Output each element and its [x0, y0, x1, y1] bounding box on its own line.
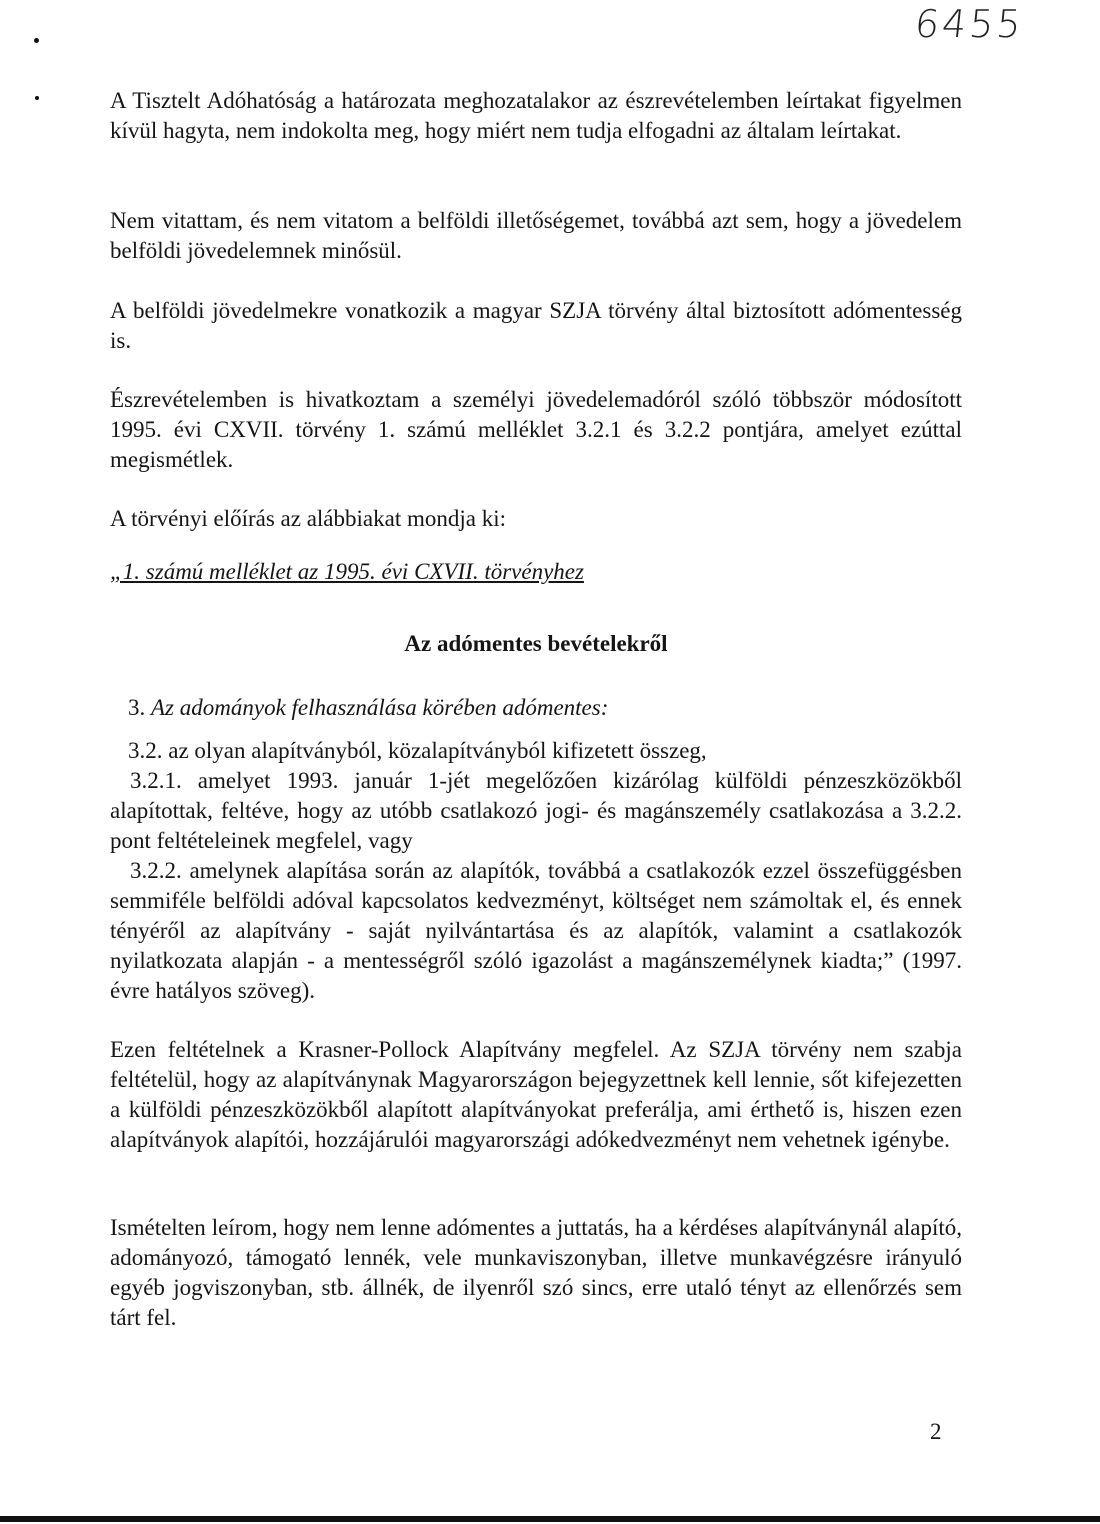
scan-speck: [35, 96, 39, 100]
paragraph-conclusion: Ismételten leírom, hogy nem lenne adómentes a juttatás, ha a kérdéses alapítványnál alapító, adományozó, támogató lennék, vele munkaviszonyban, illetve munkavégzésre irányuló egyéb jogviszonyban, stb. állnék, de ilyenről szó sincs, erre utaló tényt az ellenőrzés sem tárt fel.: [110, 1215, 962, 1330]
quoted-annex-title: „1. számú melléklet az 1995. évi CXVII. törvényhez: [110, 559, 584, 584]
law-item-3-2-2: 3.2.2. amelynek alapítása során az alapítók, továbbá a csatlakozók ezzel összefüggésben semmiféle belföldi adóval kapcsolatos kedvezményt, költséget nem számoltak el, és ennek tényéről az alapítvány - saját nyilvántartása és az alapítók, valamint a csatlakozók nyilatkozata alapján - a mentességről szóló igazolást a magánszemélynek kiadta;” (1997. évre hatályos szöveg).: [110, 858, 962, 1003]
law-item-3-text: Az adományok felhasználása körében adómentes:: [151, 695, 609, 720]
law-item-3-number: 3.: [128, 695, 146, 720]
scan-speck: [34, 38, 39, 43]
paragraph-tax-exemption: A belföldi jövedelmekre vonatkozik a magyar SZJA törvény által biztosított adómentesség is.: [110, 298, 962, 353]
paragraph-ignored-remarks: A Tisztelt Adóhatóság a határozata meghozatalakor az észrevételemben leírtakat figyelmen kívül hagyta, nem indokolta meg, hogy miért nem tudja elfogadni az általam leírtakat.: [110, 88, 962, 143]
paragraph-law-reference: Észrevételemben is hivatkoztam a személyi jövedelemadóról szóló többször módosított 1995. évi CXVII. törvény 1. számú melléklet 3.2.1 és 3.2.2 pontjára, amelyet ezúttal megismétlek.: [110, 387, 962, 472]
scan-bottom-edge: [0, 1516, 1100, 1522]
section-heading: Az adómentes bevételekről: [404, 631, 668, 656]
page-number: 2: [930, 1419, 942, 1444]
law-item-3-2-1: 3.2.1. amelyet 1993. január 1-jét megelőzően kizárólag külföldi pénzeszközökből alapítottak, feltéve, hogy az utóbb csatlakozó jogi- és magánszemély csatlakozása a 3.2.2. pont feltételeinek megfelel, vagy: [110, 768, 962, 853]
law-item-3-2: 3.2. az olyan alapítványból, közalapítványból kifizetett összeg,: [128, 738, 707, 763]
paragraph-law-intro: A törvényi előírás az alábbiakat mondja ki:: [110, 506, 506, 531]
paragraph-foundation-eligibility: Ezen feltételnek a Krasner-Pollock Alapítvány megfelel. Az SZJA törvény nem szabja feltételül, hogy az alapítványnak Magyarországon bejegyzettnek kell lennie, sőt kifejezetten a külföldi pénzeszközökből alapított alapítványokat preferálja, ami érthető is, hiszen ezen alapítványok alapítói, hozzájárulói magyarországi adókedvezményt nem vehetnek igénybe.: [110, 1037, 962, 1152]
handwritten-page-mark: 6455: [912, 2, 1027, 46]
paragraph-residency: Nem vitattam, és nem vitatom a belföldi illetőségemet, továbbá azt sem, hogy a jövedelem belföldi jövedelemnek minősül.: [110, 208, 962, 263]
law-item-3: [128, 693, 962, 723]
